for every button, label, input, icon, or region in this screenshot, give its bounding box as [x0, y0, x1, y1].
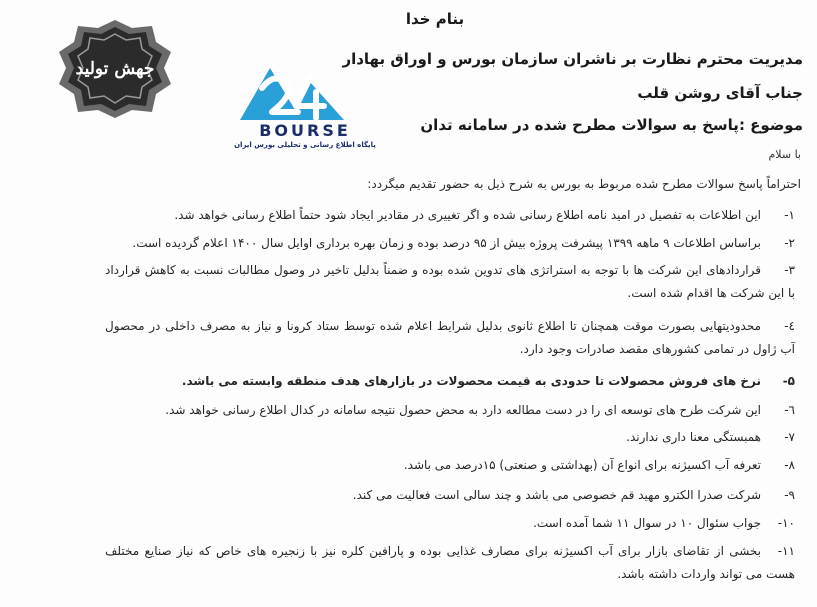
recipient-line-1: مدیریت محترم نظارت بر ناشران سازمان بورس و اوراق بهادار — [342, 50, 803, 68]
item-text: جواب سئوال ۱۰ در سوال ۱۱ شما آمده است. — [533, 516, 761, 530]
item-number: ۸- — [784, 458, 795, 472]
item-text: تعرفه آب اکسیژنه برای انواع آن (بهداشتی و صنعتی) ۱۵درصد می باشد. — [403, 458, 761, 472]
item-number: ۲- — [784, 236, 795, 250]
list-item — [105, 370, 795, 393]
list-item — [105, 484, 795, 507]
list-item — [105, 204, 795, 227]
item-text: این اطلاعات به تفصیل در امید نامه اطلاع رسانی شده و اگر تغییری در مقادیر ایجاد شود حتماً اطلاع رسانی خواهد شد. — [174, 208, 761, 222]
item-number: ٦- — [784, 403, 795, 417]
invocation: بنام خدا — [405, 10, 465, 28]
item-text: قراردادهای این شرکت ها با توجه به استراتژی های تدوین شده بوده و ضمناً بدلیل تاخیر در وصول مطالبات نسبت به کاهش قرارداد با این شرکت ها اقدام شده است. — [105, 263, 795, 300]
recipient-line-2: جناب آقای روشن قلب — [637, 84, 803, 102]
list-item — [105, 454, 795, 477]
list-item — [105, 426, 795, 449]
seal-text: جهش تولید — [75, 58, 155, 79]
list-item — [105, 512, 795, 535]
item-number: ۹- — [784, 488, 795, 502]
logo-wordmark: BOURSE — [259, 121, 351, 140]
item-number: ۱۰- — [777, 516, 795, 530]
item-text: نرخ های فروش محصولات تا حدودی به قیمت محصولات در بازارهای هدف منطقه وابسته می باشد. — [181, 374, 761, 388]
item-text: محدودیتهایی بصورت موقت همچنان تا اطلاع ثانوی بدلیل شرایط اعلام شده توسط ستاد کرونا و نیاز به مصرف داخلی در محصول آب ژاول در تمامی کشورهای مقصد صادرات وجود دارد. — [105, 319, 795, 356]
list-item — [105, 232, 795, 255]
bourse-triangle-icon — [232, 64, 378, 124]
item-number: ۷- — [784, 430, 795, 444]
seal-emblem-icon — [56, 18, 174, 120]
item-text: این شرکت طرح های توسعه ای را در دست مطالعه دارد به محض حصول نتیجه سامانه در کدال اطلاع رسانی خواهد شد. — [165, 403, 761, 417]
item-number: ۵- — [782, 374, 795, 388]
subject-line: موضوع :پاسخ به سوالات مطرح شده در سامانه تدان — [420, 116, 803, 134]
list-item — [105, 315, 795, 361]
item-number: ۳- — [784, 263, 795, 277]
item-text: بخشی از تقاضای بازار برای آب اکسیژنه برای مصارف غذایی بوده و پارافین کلره نیز با زنجیره های خاص که نیاز صنایع مختلف هست می تواند واردات داشته باشد. — [105, 544, 795, 581]
intro-paragraph: احتراماً پاسخ سوالات مطرح شده مربوط به بورس به شرح ذیل به حضور تقدیم میگردد: — [367, 177, 801, 191]
item-number: ٤- — [784, 319, 795, 333]
greeting: با سلام — [768, 148, 801, 161]
logo-tagline: پایگاه اطلاع رسانی و تحلیلی بورس ایران — [234, 141, 376, 149]
item-number: ۱- — [784, 208, 795, 222]
item-text: شرکت صدرا الکترو مهید قم خصوصی می باشد و چند سالی است فعالیت می کند. — [352, 488, 761, 502]
item-number: ۱۱- — [777, 544, 795, 558]
list-item — [105, 259, 795, 305]
seal — [56, 18, 174, 120]
list-item — [105, 540, 795, 586]
item-text: براساس اطلاعات ۹ ماهه ۱۳۹۹ پیشرفت پروژه بیش از ۹۵ درصد بوده و زمان بهره برداری اوایل سال ۱۴۰۰ اعلام گردیده است. — [132, 236, 761, 250]
item-text: همبستگی معنا داری ندارند. — [626, 430, 761, 444]
list-item — [105, 399, 795, 422]
